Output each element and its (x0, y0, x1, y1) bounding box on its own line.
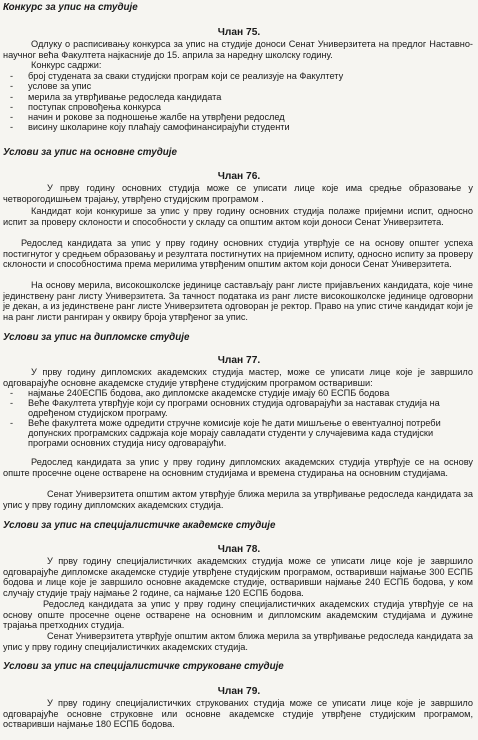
list-item: - број студената за сваки студијски програм који се реализује на Факултету (8, 71, 468, 81)
section-heading-specialist-academic: Услови за упис на специјалистичке академске студије (3, 520, 276, 531)
article-76-title: Члан 76. (217, 171, 261, 182)
article-78-paragraph-1: У прву годину специјалистичких академских студија може се уписати лице које је завршило одговарајуће дипломске академске студије утврђене студијским програмом, остваривши најмање 300 ЕСПБ бодова и лице које је завршило основне академске студије, остваривши најмање 240 ЕСПБ бодова, у ком случају студије трају најмање 2 године, са најмање 120 ЕСПБ бодова. (3, 556, 473, 598)
article-77-paragraph-3: Сенат Универзитета општим актом утврђује ближа мерила за утврђивање редоследа кандидата за упис у прву годину дипломских академских студија. (3, 489, 473, 510)
section-heading-specialist-vocational: Услови за упис на специјалистичке струковане студије (3, 661, 284, 672)
list-item: - Веће Факултета утврђује који су програми основних студија одговарајући за наставак студија на одређеном студијском програму. (8, 399, 468, 419)
list-item: - висину школарине коју плаћају самофинансирајући студенти (8, 122, 468, 132)
article-75-paragraph-2: Конкурс садржи: (31, 60, 102, 70)
list-item: - најмање 240ЕСПБ бодова, ако дипломске академске студије имају 60 ЕСПБ бодова (8, 389, 468, 399)
article-76-paragraph-4: На основу мерила, високошколске јединице састављају ранг листе пријављених кандидата, које чине јединствену ранг листу Универзитета. За тачност података из ранг листе високошколске јединице одговорни је декан, а из јединствене ранг листе Универзитета одговоран је ректор. Право на упис стиче кандидат који је на ранг листи рангиран у оквиру броја утврђеног за упис. (3, 280, 473, 322)
article-77-list (8, 389, 468, 448)
article-79-title: Члан 79. (217, 686, 261, 697)
article-78-paragraph-2: Редослед кандидата за упис у прву годину специјалистичких академских студија утврђује се на основу опште просечне оцене остварене на основним и дипломским академским студијама и дужине трајања претходних студија. (3, 599, 473, 631)
list-item: - поступак спровођења конкурса (8, 102, 468, 112)
list-item: - начин и рокове за подношење жалбе на утврђени редослед (8, 112, 468, 122)
article-76-paragraph-2: Кандидат који конкурише за упис у прву годину основних студија полаже пријемни испит, односно испит за проверу склоности и способности у складу са општим актом који доноси Сенат Универзитета. (3, 206, 473, 227)
article-78-paragraph-3: Сенат Универзитета утврђује општим актом ближа мерила за утврђивање редоследа кандидата за упис у прву годину специјалистичких академских студија. (3, 631, 473, 652)
section-heading-admission-competition: Конкурс за упис на студије (3, 2, 138, 13)
section-heading-undergraduate: Услови за упис на основне студије (3, 147, 177, 158)
article-76-paragraph-1: У прву годину основних студија може се уписати лице које има средње образовање у четворогодишњем трајању, утврђено студијским програмом . (3, 183, 473, 204)
article-77-paragraph-1: У прву годину дипломских академских студија мастер, може се уписати лице које је завршило одговарајуће основне академске студије утврђене студијским програмом остваривши: (3, 367, 473, 388)
article-75-title: Члан 75. (217, 27, 261, 38)
article-77-paragraph-2: Редослед кандидата за упис у прву годину дипломских академских студија утврђује се на основу опште просечне оцене остварене на основним студијама и времена студирања на основним студијама. (3, 457, 473, 478)
article-77-title: Члан 77. (217, 355, 261, 366)
article-76-paragraph-3: Редослед кандидата за упис у прву годину основних студија утврђује се на основу општег успеха постигнутог у средњем образовању и резултата постигнутих на пријемном испиту, односно испиту за проверу склоности и способностима према мерилима утврђеним општим актом који доноси Сенат Универзитета. (3, 238, 473, 270)
section-heading-graduate: Услови за упис на дипломске студије (3, 332, 190, 343)
article-78-title: Члан 78. (217, 544, 261, 555)
article-79-paragraph-1: У прву годину специјалистичких струкованих студија може се уписати лице које је завршило одговарајуће основне струковне или основне академске студије утврђене студијским програмом, остваривши најмање 180 ЕСПБ бодова. (3, 698, 473, 730)
article-75-paragraph-1: Одлуку о расписивању конкурса за упис на студије доноси Сенат Универзитета на предлог Наставно-научног већа Факултета најкасније до 15. априла за наредну школску годину. (3, 39, 473, 60)
list-item: - мерила за утврђивање редоследа кандидата (8, 92, 468, 102)
list-item: - услове за упис (8, 81, 468, 91)
article-75-list (8, 71, 468, 133)
list-item: - Веће факултета може одредити стручне комисије које ће дати мишљење о евентуалној потреби допунских програмских садржаја које морају савладати студенти у случајевима када студијски програми основних студија нису одговарајући. (8, 419, 468, 449)
